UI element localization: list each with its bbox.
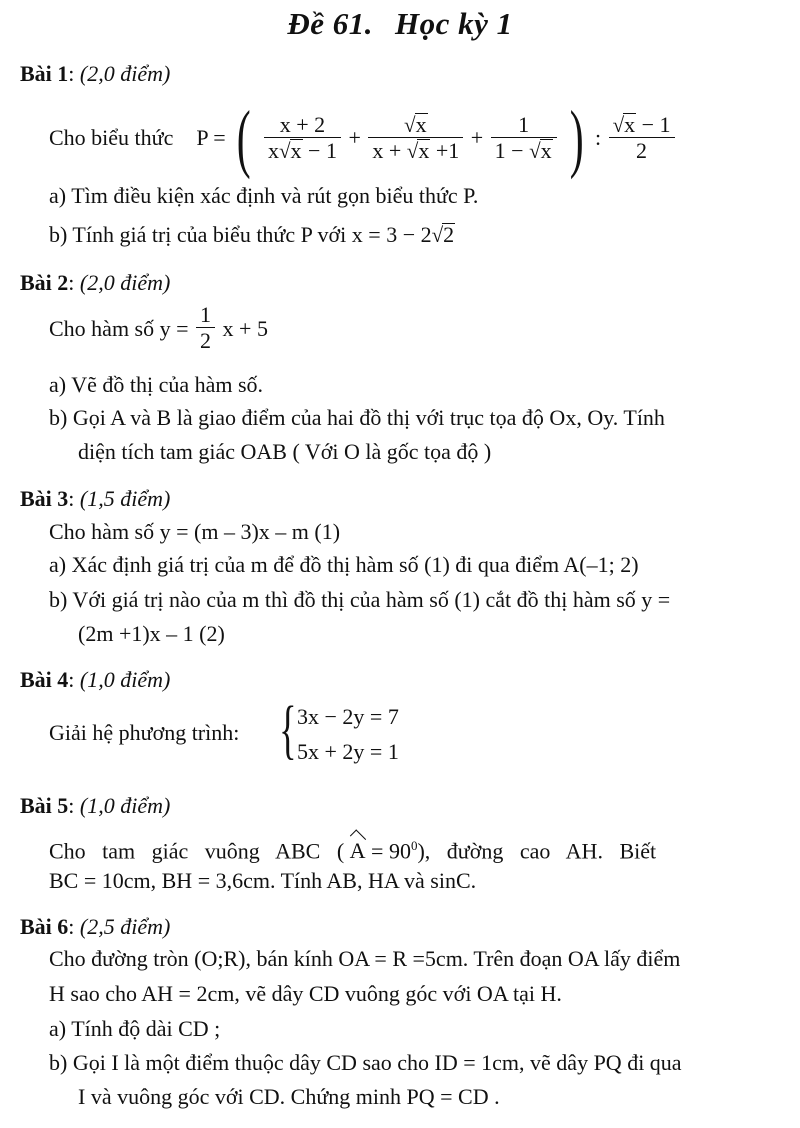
bai3-part-b-line1: b) Với giá trị nào của m thì đồ thị của hàm số (1) cắt đồ thị hàm số y = [49, 587, 671, 612]
bai4-intro: Giải hệ phương trình: [49, 720, 240, 745]
bai3-part-b-line2: (2m +1)x – 1 (2) [78, 621, 225, 646]
bai4-equation-2: 5x + 2y = 1 [297, 739, 399, 764]
fraction-3: $\frac{1}{1 - √x}$ [491, 113, 557, 164]
fraction-1: $\frac{x + 2}{x√x - 1}$ [264, 113, 341, 164]
bai2-part-a: a) Vẽ đồ thị của hàm số. [49, 372, 264, 397]
bai6-part-b-line1: b) Gọi I là một điểm thuộc dây CD sao cho ID = 1cm, vẽ dây PQ đi qua [49, 1050, 682, 1075]
bai4-equation-1: 3x − 2y = 7 [297, 704, 399, 729]
bai6-part-a: a) Tính độ dài CD ; [49, 1016, 221, 1041]
bai5-heading: Bài 5: (1,0 điểm) [20, 793, 171, 818]
bai5-line2: BC = 10cm, BH = 3,6cm. Tính AB, HA và sinC. [49, 868, 477, 893]
bai3-part-a: a) Xác định giá trị của m để đồ thị hàm số (1) đi qua điểm A(–1; 2) [49, 552, 639, 577]
system-brace: { [279, 693, 297, 766]
bai3-heading: Bài 3: (1,5 điểm) [20, 486, 171, 511]
fraction-2: $\frac{√x}{x + √x +1}$ [368, 113, 463, 164]
angle-hat-icon: A [349, 838, 366, 864]
page-title [0, 6, 800, 42]
bai2-part-b-line2: diện tích tam giác OAB ( Với O là gốc tọa độ ) [78, 439, 492, 464]
bai6-line2: H sao cho AH = 2cm, vẽ dây CD vuông góc với OA tại H. [49, 981, 562, 1006]
bai6-line1: Cho đường tròn (O;R), bán kính OA = R =5cm. Trên đoạn OA lấy điểm [49, 946, 681, 971]
bai6-heading: Bài 6: (2,5 điểm) [20, 914, 171, 939]
bai4-heading: Bài 4: (1,0 điểm) [20, 667, 171, 692]
bai1-part-b: b) Tính giá trị của biểu thức P với x = 3 − 2√2 [49, 222, 455, 247]
bai1-heading: Bài 1: (2,0 điểm) [20, 61, 171, 86]
bai1-expression: Cho biểu thức P = ( $\frac{x + 2}{x√x - 1}$ + $\frac{√x}{x + √x +1}$ + $\frac{1}{1 - √x}$ ) : $\frac{√x - 1}{2}$ [49, 100, 677, 170]
bai6-part-b-line2: I và vuông góc với CD. Chứng minh PQ = CD . [78, 1084, 500, 1109]
bai3-function: Cho hàm số y = (m – 3)x – m (1) [49, 519, 341, 544]
bai2-function: Cho hàm số y = $\frac{1}{2}$ x + 5 [49, 302, 268, 353]
bai2-part-b-line1: b) Gọi A và B là giao điểm của hai đồ thị với trục tọa độ Ox, Oy. Tính [49, 405, 665, 430]
exam-number: Đề 61. [287, 6, 373, 41]
exam-term: Học kỳ 1 [395, 6, 513, 41]
bai5-line1: Cho tam giác vuông ABC ( $A = 90^0$), đường cao AH. Biết [49, 838, 657, 864]
fraction-4: $\frac{√x - 1}{2}$ [609, 113, 675, 164]
bai2-heading: Bài 2: (2,0 điểm) [20, 270, 171, 295]
bai1-part-a: a) Tìm điều kiện xác định và rút gọn biểu thức P. [49, 183, 479, 208]
